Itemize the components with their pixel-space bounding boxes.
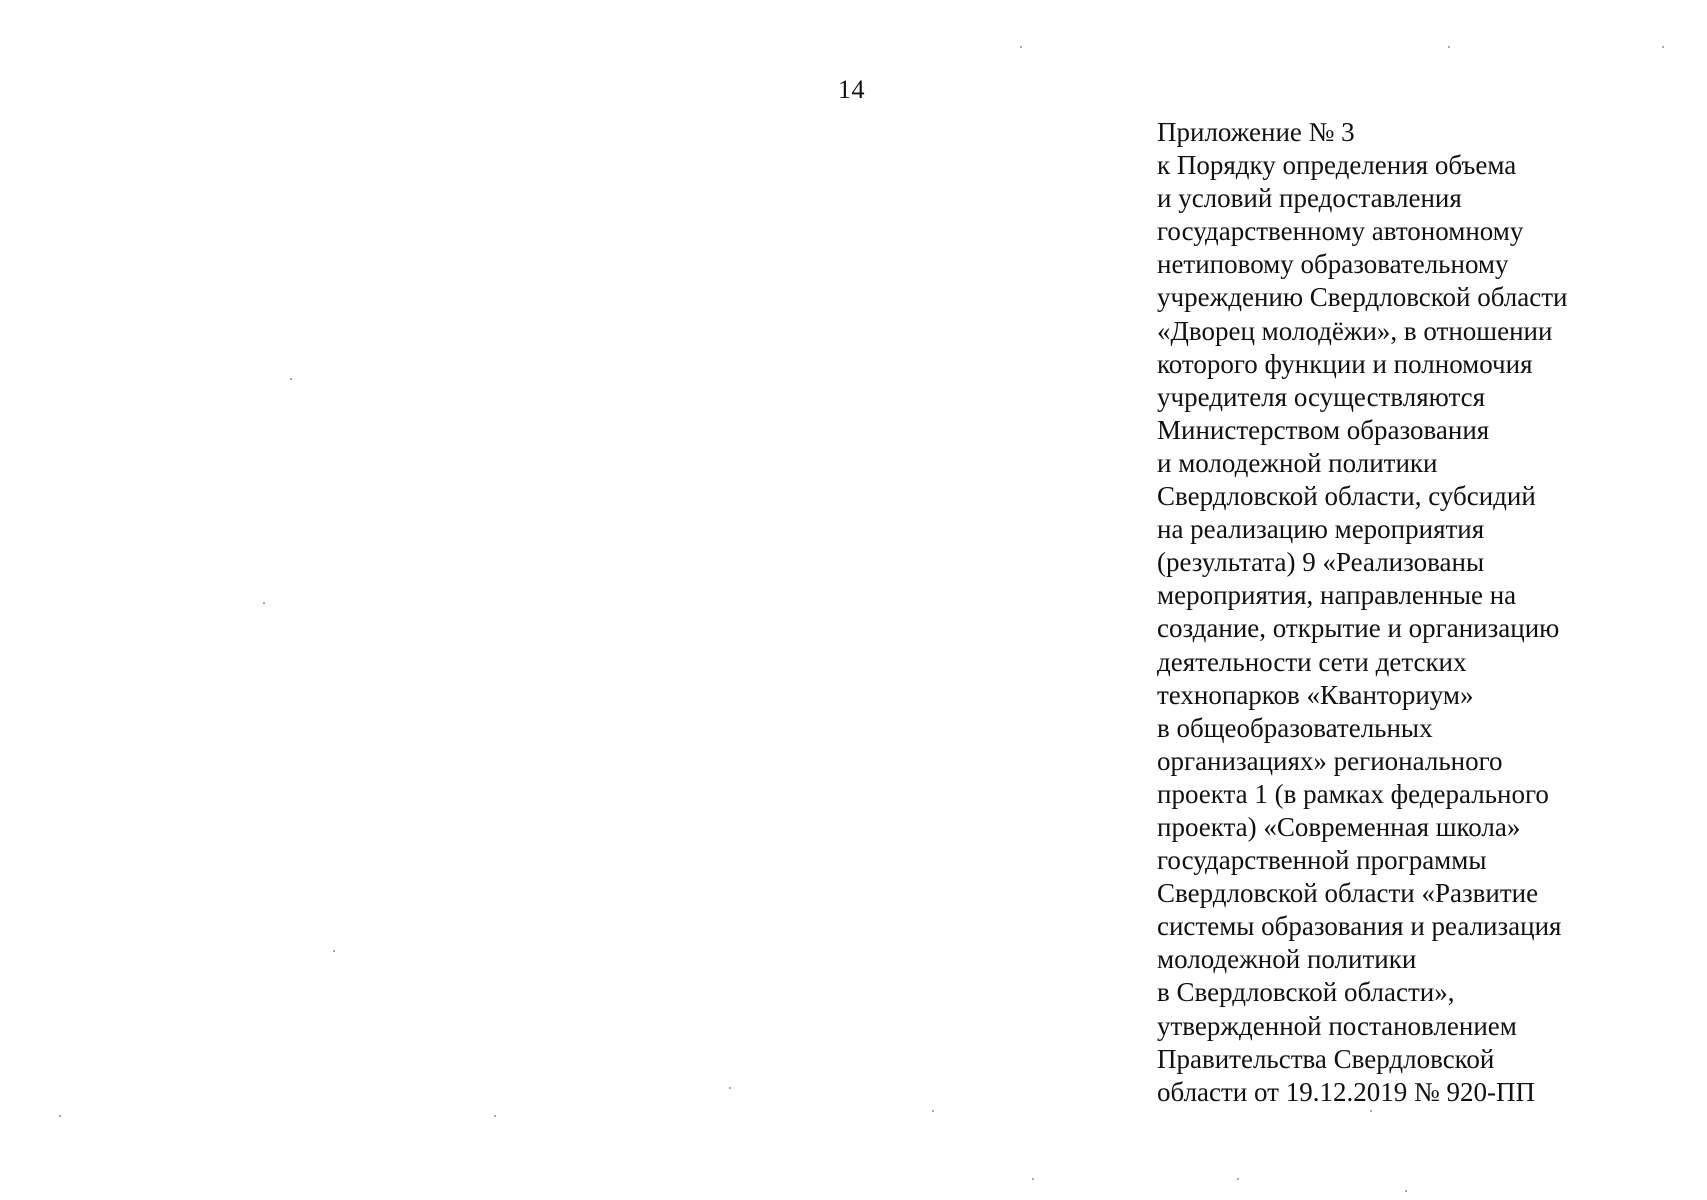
- scan-speck: [1032, 1178, 1034, 1180]
- appendix-line: и молодежной политики: [1157, 447, 1438, 478]
- appendix-line: Правительства Свердловской: [1157, 1043, 1495, 1074]
- appendix-line: Свердловской области, субсидий: [1157, 481, 1536, 512]
- appendix-line: учреждению Свердловской области: [1157, 282, 1568, 313]
- scan-speck: [1405, 1190, 1407, 1192]
- appendix-line: Свердловской области «Развитие: [1157, 878, 1539, 909]
- appendix-line: создание, открытие и организацию: [1157, 613, 1560, 644]
- scan-speck: [1370, 1110, 1372, 1112]
- appendix-heading-block: [1157, 116, 1677, 1109]
- appendix-line: которого функции и полномочия: [1157, 348, 1533, 379]
- page-number: 14: [838, 75, 865, 104]
- scan-speck: [290, 378, 292, 380]
- appendix-line: в общеобразовательных: [1157, 712, 1433, 743]
- scan-speck: [729, 1087, 731, 1089]
- scan-speck: [1448, 46, 1450, 48]
- appendix-line: технопарков «Кванториум»: [1157, 679, 1474, 710]
- scan-speck: [59, 1115, 61, 1117]
- appendix-line: деятельности сети детских: [1157, 646, 1467, 677]
- appendix-line: системы образования и реализация: [1157, 911, 1562, 942]
- appendix-line: на реализацию мероприятия: [1157, 514, 1485, 545]
- scan-speck: [1662, 46, 1664, 48]
- appendix-line: (результата) 9 «Реализованы: [1157, 547, 1485, 578]
- appendix-line: молодежной политики: [1157, 944, 1417, 975]
- appendix-line: Приложение № 3: [1157, 117, 1355, 147]
- appendix-line: мероприятия, направленные на: [1157, 580, 1517, 611]
- appendix-line: к Порядку определения объема: [1157, 150, 1517, 181]
- scan-speck: [333, 950, 335, 952]
- scan-speck: [1237, 1178, 1239, 1180]
- appendix-line: и условий предоставления: [1157, 183, 1462, 214]
- appendix-line: утвержденной постановлением: [1157, 1010, 1517, 1041]
- appendix-line: нетиповому образовательному: [1157, 249, 1509, 280]
- appendix-line: организациях» регионального: [1157, 745, 1503, 776]
- appendix-line: проекта) «Современная школа»: [1157, 811, 1521, 842]
- appendix-line: Министерством образования: [1157, 414, 1490, 445]
- appendix-line: учредителя осуществляются: [1157, 381, 1485, 412]
- appendix-line: проекта 1 (в рамках федерального: [1157, 778, 1549, 809]
- scan-speck: [1020, 46, 1022, 48]
- appendix-line: «Дворец молодёжи», в отношении: [1157, 315, 1553, 346]
- appendix-line: государственной программы: [1157, 845, 1487, 876]
- appendix-line: государственному автономному: [1157, 216, 1524, 247]
- appendix-line: в Свердловской области»,: [1157, 977, 1455, 1008]
- scan-speck: [932, 1110, 934, 1112]
- appendix-line: области от 19.12.2019 № 920-ПП: [1157, 1076, 1535, 1107]
- scan-speck: [494, 1115, 496, 1117]
- scan-speck: [263, 602, 265, 604]
